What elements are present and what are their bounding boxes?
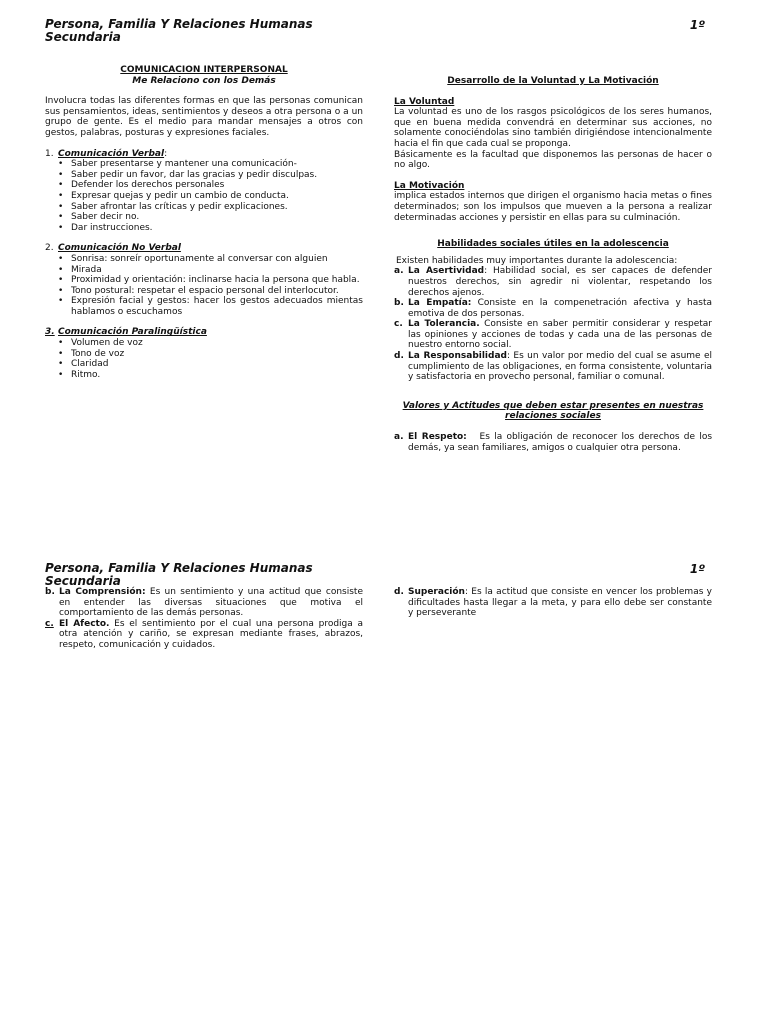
list-item: • Saber decir no. [45, 212, 363, 223]
section-no-verbal [45, 243, 363, 317]
list-item: d. La Responsabilidad: Es un valor por medio del cual se asume el cumplimiento de las obligaciones, en forma consistente, voluntaria y satisfactoria en provecho personal, familiar o comunal. [394, 351, 713, 383]
header-grade: 1º [689, 562, 705, 576]
list-item: c. El Afecto. Es el sentimiento por el cual una persona prodiga a otra atención y cariño, se expresan mediante frases, abrazos, respeto, comunicación y cuidados. [45, 618, 363, 650]
list-item: • Claridad [45, 359, 363, 370]
list-item: • Expresar quejas y pedir un cambio de conducta. [45, 191, 363, 202]
header-subject: Persona, Familia Y Relaciones Humanas [45, 561, 313, 575]
page-header [45, 18, 705, 44]
valores-title: Valores y Actitudes que deben estar presentes en nuestras relaciones sociales [402, 400, 704, 422]
left-column [45, 65, 363, 380]
bullet-list [45, 159, 363, 233]
section-heading: 3. Comunicación Paralingüística [45, 327, 207, 338]
header-subject: Persona, Familia Y Relaciones Humanas [45, 17, 313, 31]
list-item: • Volumen de voz [45, 338, 363, 349]
voluntad-text-2: Básicamente es la facultad que disponemos las personas de hacer o no algo. [394, 149, 712, 171]
voluntad-text: La voluntad es uno de los rasgos psicológicos de los seres humanos, que en buena medida convendrá en determinar sus acciones, no solamente conociéndolas sino también dirigiéndose intencionalmente hacia el fin que cada cual se proponga. [394, 107, 712, 149]
list-item: • Ritmo. [45, 370, 363, 381]
list-item: • Tono postural: respetar el espacio personal del interlocutor. [45, 286, 363, 297]
motivacion-heading: La Motivación [394, 180, 465, 191]
page-2-left-column [45, 587, 363, 651]
header-level: Secundaria [45, 30, 121, 44]
habilidades-title: Habilidades sociales útiles en la adolescencia [437, 239, 669, 250]
right-title: Desarrollo de la Voluntad y La Motivación [447, 76, 659, 86]
motivacion-text: implica estados internos que dirigen el organismo hacia metas o fines determinados; son los impulsos que mueven a la persona a realizar determinadas acciones y persistir en ellas para su culminación. [394, 191, 712, 223]
section-heading: 1. Comunicación Verbal: [45, 148, 168, 159]
left-intro: Involucra todas las diferentes formas en que las personas comunican sus pensamientos, ideas, sentimientos y deseos a otra persona o a un grupo de gente. Es el medio para mandar mensajes a otros con gestos, palabras, posturas y expresiones faciales. [45, 96, 363, 138]
list-item: • Sonrisa: sonreír oportunamente al conversar con alguien [45, 254, 363, 265]
section-heading-text: Comunicación Paralingüística [58, 327, 207, 338]
page-2-right-column [394, 587, 712, 619]
list-item: • Dar instrucciones. [45, 223, 363, 234]
list-item: • Expresión facial y gestos: hacer los gestos adecuados mientas hablamos o escuchamos [45, 296, 363, 317]
left-subtitle: Me Relaciono con los Demás [132, 75, 276, 86]
section-paralinguistica [45, 327, 363, 380]
page-2-header [45, 562, 705, 588]
section-heading-text: Comunicación Verbal [58, 148, 165, 159]
section-heading: 2. Comunicación No Verbal [45, 243, 181, 254]
list-item: a. La Asertividad: Habilidad social, es ser capaces de defender nuestros derechos, sin agredir ni violentar, respetando los derechos ajenos. [394, 266, 712, 298]
header-level: Secundaria [45, 574, 121, 588]
list-item: c. La Tolerancia. Consiste en saber permitir considerar y respetar las opiniones y acciones de todas y cada una de las personas de nuestro entorno social. [394, 319, 713, 351]
voluntad-heading: La Voluntad [394, 96, 455, 107]
list-item: • Mirada [45, 265, 363, 276]
list-item: • Saber presentarse y mantener una comunicación- [45, 159, 363, 170]
right-column [394, 76, 715, 453]
habilidades-intro: Existen habilidades muy importantes durante la adolescencia: [396, 255, 678, 266]
left-title: COMUNICACION INTERPERSONAL [120, 65, 288, 75]
list-item: b. La Empatía: Consiste en la compenetración afectiva y hasta emotiva de dos personas. [394, 298, 713, 319]
list-item: • Tono de voz [45, 349, 363, 360]
section-verbal [45, 149, 363, 234]
bullet-list [45, 254, 363, 318]
list-item: • Proximidad y orientación: inclinarse hacia la persona que habla. [45, 275, 363, 286]
list-item: d. Superación: Es la actitud que consiste en vencer los problemas y dificultades hasta llegar a la meta, y para ello debe ser constante y perseverante [394, 587, 712, 619]
list-item: • Defender los derechos personales [45, 180, 363, 191]
list-item: • Saber afrontar las críticas y pedir explicaciones. [45, 202, 363, 213]
section-heading-text: Comunicación No Verbal [58, 243, 181, 254]
header-grade: 1º [689, 18, 705, 32]
list-item: • Saber pedir un favor, dar las gracias y pedir disculpas. [45, 170, 363, 181]
list-item: b. La Comprensión: Es un sentimiento y una actitud que consiste en entender las diversas situaciones que motiva el comportamiento de las demás personas. [45, 587, 363, 619]
bullet-list [45, 338, 363, 380]
list-item: a. El Respeto: Es la obligación de reconocer los derechos de los demás, ya sean familiares, amigos o cualquier otra persona. [394, 432, 715, 453]
